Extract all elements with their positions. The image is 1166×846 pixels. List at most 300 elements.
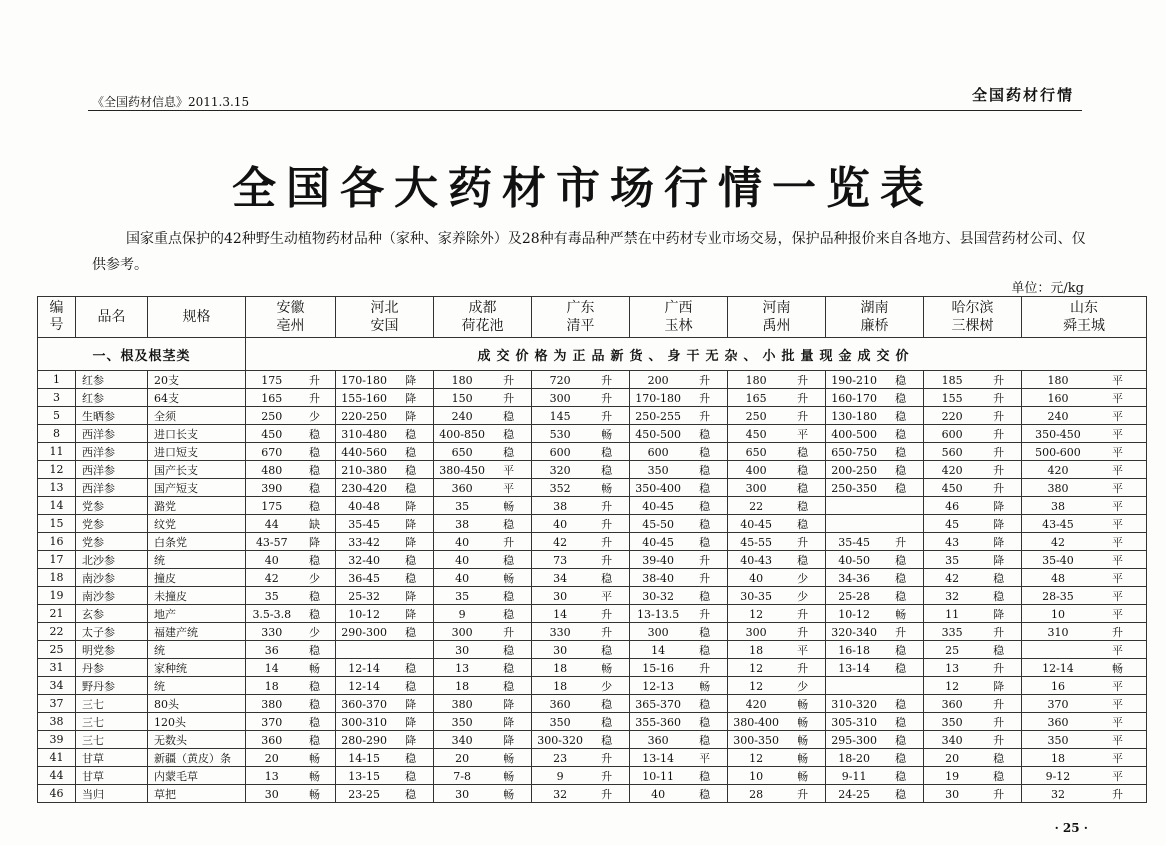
herb-name: 三七 bbox=[76, 731, 148, 749]
price-cell bbox=[434, 551, 532, 569]
price-value: 185 bbox=[941, 373, 963, 387]
table-row bbox=[38, 479, 1147, 497]
trend-value: 升 bbox=[699, 553, 711, 567]
price-value: 370 bbox=[261, 715, 283, 729]
price-cell bbox=[1022, 533, 1147, 551]
herb-spec: 国产短支 bbox=[148, 479, 246, 497]
herb-spec: 120头 bbox=[148, 713, 246, 731]
price-cell bbox=[826, 461, 924, 479]
section-row bbox=[38, 338, 1147, 371]
price-cell bbox=[630, 605, 728, 623]
price-value: 380 bbox=[261, 697, 283, 711]
price-value: 38 bbox=[455, 517, 470, 531]
trend-value: 升 bbox=[503, 391, 515, 405]
price-value: 32 bbox=[553, 787, 568, 801]
table-row bbox=[38, 407, 1147, 425]
price-cell bbox=[728, 605, 826, 623]
price-cell bbox=[630, 551, 728, 569]
trend-value: 平 bbox=[1111, 607, 1123, 621]
trend-value: 稳 bbox=[699, 535, 711, 549]
price-cell bbox=[1022, 389, 1147, 407]
price-value: 650 bbox=[451, 445, 473, 459]
trend-value: 降 bbox=[405, 733, 417, 747]
price-value: 9 bbox=[556, 769, 564, 783]
row-number: 5 bbox=[38, 407, 76, 425]
price-value: 170-180 bbox=[341, 373, 387, 387]
price-cell bbox=[1022, 713, 1147, 731]
intro-paragraph: 国家重点保护的42种野生动植物药材品种（家种、家养除外）及28种有毒品种严禁在中药材专业市场交易，保护品种报价来自各地方、县国营药材公司、仅供参考。 bbox=[92, 231, 1086, 273]
col-header-market: 广西 玉林 bbox=[630, 297, 728, 338]
price-value: 10 bbox=[1050, 607, 1065, 621]
trend-value: 畅 bbox=[309, 751, 321, 765]
trend-value: 少 bbox=[601, 679, 613, 693]
price-cell bbox=[728, 695, 826, 713]
trend-value: 稳 bbox=[503, 661, 515, 675]
price-value: 12-14 bbox=[1042, 661, 1074, 675]
price-cell bbox=[532, 407, 630, 425]
price-cell bbox=[630, 443, 728, 461]
trend-value: 降 bbox=[993, 607, 1005, 621]
price-value: 350 bbox=[451, 715, 473, 729]
price-cell bbox=[924, 515, 1022, 533]
price-value: 30-32 bbox=[642, 589, 674, 603]
price-cell bbox=[924, 497, 1022, 515]
price-value: 40 bbox=[455, 553, 470, 567]
price-value: 40 bbox=[455, 571, 470, 585]
herb-name: 西洋参 bbox=[76, 479, 148, 497]
price-value: 12-14 bbox=[348, 661, 380, 675]
price-value: 35 bbox=[455, 589, 470, 603]
herb-spec: 80头 bbox=[148, 695, 246, 713]
row-number: 17 bbox=[38, 551, 76, 569]
price-value: 165 bbox=[261, 391, 283, 405]
herb-spec: 20支 bbox=[148, 371, 246, 389]
price-value: 15-16 bbox=[642, 661, 674, 675]
col-header-name: 品名 bbox=[76, 297, 148, 338]
price-cell bbox=[630, 677, 728, 695]
price-cell bbox=[246, 569, 336, 587]
trend-value: 平 bbox=[1111, 391, 1123, 405]
price-cell bbox=[630, 641, 728, 659]
price-cell bbox=[826, 677, 924, 695]
price-value: 14 bbox=[651, 643, 666, 657]
price-cell bbox=[826, 479, 924, 497]
trend-value: 畅 bbox=[601, 427, 613, 441]
price-value: 12 bbox=[749, 679, 764, 693]
trend-value: 稳 bbox=[503, 427, 515, 441]
trend-value: 畅 bbox=[699, 679, 711, 693]
trend-value: 稳 bbox=[601, 697, 613, 711]
journal-source: 《全国药材信息》2011.3.15 bbox=[92, 95, 250, 109]
price-cell bbox=[1022, 443, 1147, 461]
price-cell bbox=[924, 695, 1022, 713]
price-cell bbox=[630, 569, 728, 587]
table-row bbox=[38, 659, 1147, 677]
price-cell bbox=[336, 641, 434, 659]
price-cell bbox=[1022, 641, 1147, 659]
price-cell bbox=[246, 785, 336, 803]
trend-value: 畅 bbox=[797, 751, 809, 765]
trend-value: 稳 bbox=[503, 643, 515, 657]
price-value: 175 bbox=[261, 499, 283, 513]
price-cell bbox=[1022, 371, 1147, 389]
price-cell bbox=[924, 767, 1022, 785]
page-number: · 25 · bbox=[1054, 821, 1088, 835]
price-value: 155-160 bbox=[341, 391, 387, 405]
price-value: 35 bbox=[264, 589, 279, 603]
price-value: 600 bbox=[647, 445, 669, 459]
price-value: 32 bbox=[945, 589, 960, 603]
price-cell bbox=[728, 785, 826, 803]
table-row bbox=[38, 605, 1147, 623]
trend-value: 降 bbox=[503, 697, 515, 711]
trend-value: 稳 bbox=[503, 679, 515, 693]
price-cell bbox=[826, 371, 924, 389]
price-cell bbox=[532, 425, 630, 443]
price-cell bbox=[246, 461, 336, 479]
trend-value: 平 bbox=[1111, 553, 1123, 567]
trend-value: 稳 bbox=[895, 571, 907, 585]
herb-name: 明党参 bbox=[76, 641, 148, 659]
trend-value: 平 bbox=[1111, 409, 1123, 423]
trend-value: 平 bbox=[1111, 427, 1123, 441]
price-value: 43-45 bbox=[1042, 517, 1074, 531]
price-cell bbox=[1022, 425, 1147, 443]
trend-value: 稳 bbox=[503, 445, 515, 459]
price-cell bbox=[1022, 695, 1147, 713]
price-cell bbox=[826, 695, 924, 713]
trend-value: 降 bbox=[405, 409, 417, 423]
trend-value: 畅 bbox=[309, 769, 321, 783]
price-cell bbox=[728, 677, 826, 695]
price-cell bbox=[246, 497, 336, 515]
trend-value: 升 bbox=[797, 661, 809, 675]
price-cell bbox=[924, 677, 1022, 695]
trend-value: 稳 bbox=[895, 373, 907, 387]
price-value: 28-35 bbox=[1042, 589, 1074, 603]
table-row bbox=[38, 767, 1147, 785]
price-value: 10-11 bbox=[642, 769, 674, 783]
price-cell bbox=[630, 533, 728, 551]
trend-value: 降 bbox=[993, 535, 1005, 549]
trend-value: 稳 bbox=[405, 625, 417, 639]
herb-name: 西洋参 bbox=[76, 443, 148, 461]
price-value: 14 bbox=[553, 607, 568, 621]
price-cell bbox=[532, 479, 630, 497]
trend-value: 稳 bbox=[309, 589, 321, 603]
price-value: 200-250 bbox=[831, 463, 877, 477]
trend-value: 平 bbox=[1111, 445, 1123, 459]
price-cell bbox=[728, 443, 826, 461]
price-value: 30 bbox=[945, 787, 960, 801]
price-cell bbox=[246, 533, 336, 551]
price-value: 40-50 bbox=[838, 553, 870, 567]
price-cell bbox=[246, 623, 336, 641]
price-value: 305-310 bbox=[831, 715, 877, 729]
trend-value: 少 bbox=[797, 679, 809, 693]
price-value: 36 bbox=[264, 643, 279, 657]
price-value: 720 bbox=[549, 373, 571, 387]
price-value: 23-25 bbox=[348, 787, 380, 801]
price-value: 40 bbox=[553, 517, 568, 531]
trend-value: 稳 bbox=[895, 553, 907, 567]
price-cell bbox=[532, 767, 630, 785]
trend-value: 畅 bbox=[309, 787, 321, 801]
price-value: 11 bbox=[945, 607, 960, 621]
price-cell bbox=[1022, 461, 1147, 479]
price-value: 13-14 bbox=[838, 661, 870, 675]
price-cell bbox=[434, 605, 532, 623]
price-cell bbox=[434, 677, 532, 695]
price-cell bbox=[630, 587, 728, 605]
trend-value: 稳 bbox=[699, 445, 711, 459]
trend-value: 升 bbox=[601, 517, 613, 531]
price-cell bbox=[924, 641, 1022, 659]
price-value: 175 bbox=[261, 373, 283, 387]
price-cell bbox=[336, 785, 434, 803]
trend-value: 稳 bbox=[797, 517, 809, 531]
price-value: 200 bbox=[647, 373, 669, 387]
price-value: 42 bbox=[945, 571, 960, 585]
price-value: 310-320 bbox=[831, 697, 877, 711]
price-cell bbox=[434, 407, 532, 425]
herb-name: 党参 bbox=[76, 497, 148, 515]
row-number: 12 bbox=[38, 461, 76, 479]
herb-name: 南沙参 bbox=[76, 569, 148, 587]
price-cell bbox=[246, 767, 336, 785]
herb-name: 太子参 bbox=[76, 623, 148, 641]
price-value: 420 bbox=[745, 697, 767, 711]
herb-spec: 新疆（黄皮）条 bbox=[148, 749, 246, 767]
price-cell bbox=[728, 713, 826, 731]
price-value: 220-250 bbox=[341, 409, 387, 423]
price-cell bbox=[434, 587, 532, 605]
trend-value: 升 bbox=[699, 373, 711, 387]
price-cell bbox=[532, 443, 630, 461]
price-value: 420 bbox=[1047, 463, 1069, 477]
price-cell bbox=[924, 443, 1022, 461]
col-header-market: 河南 禹州 bbox=[728, 297, 826, 338]
price-cell bbox=[630, 425, 728, 443]
col-header-market: 安徽 亳州 bbox=[246, 297, 336, 338]
price-value: 34 bbox=[553, 571, 568, 585]
trend-value: 稳 bbox=[895, 445, 907, 459]
herb-name: 甘草 bbox=[76, 767, 148, 785]
price-value: 300 bbox=[451, 625, 473, 639]
price-cell bbox=[336, 425, 434, 443]
trend-value: 升 bbox=[797, 535, 809, 549]
row-number: 8 bbox=[38, 425, 76, 443]
price-cell bbox=[630, 479, 728, 497]
table-row bbox=[38, 587, 1147, 605]
trend-value: 升 bbox=[699, 409, 711, 423]
price-value: 39-40 bbox=[642, 553, 674, 567]
price-value: 42 bbox=[1050, 535, 1065, 549]
price-cell bbox=[924, 569, 1022, 587]
trend-value: 平 bbox=[1111, 571, 1123, 585]
price-cell bbox=[1022, 587, 1147, 605]
row-number: 31 bbox=[38, 659, 76, 677]
price-cell bbox=[336, 515, 434, 533]
trend-value: 升 bbox=[993, 697, 1005, 711]
price-cell bbox=[630, 659, 728, 677]
price-cell bbox=[246, 587, 336, 605]
price-cell bbox=[924, 425, 1022, 443]
price-cell bbox=[246, 389, 336, 407]
price-cell bbox=[1022, 749, 1147, 767]
price-cell bbox=[728, 461, 826, 479]
trend-value: 升 bbox=[797, 625, 809, 639]
price-cell bbox=[826, 389, 924, 407]
herb-name: 党参 bbox=[76, 533, 148, 551]
trend-value: 稳 bbox=[797, 499, 809, 513]
trend-value: 降 bbox=[503, 715, 515, 729]
price-cell bbox=[630, 371, 728, 389]
price-cell bbox=[728, 767, 826, 785]
price-cell bbox=[336, 605, 434, 623]
row-number: 19 bbox=[38, 587, 76, 605]
price-cell bbox=[336, 713, 434, 731]
table-row bbox=[38, 641, 1147, 659]
trend-value: 稳 bbox=[993, 571, 1005, 585]
price-value: 250 bbox=[745, 409, 767, 423]
trend-value: 稳 bbox=[309, 463, 321, 477]
price-value: 300-350 bbox=[733, 733, 779, 747]
price-cell bbox=[630, 497, 728, 515]
row-number: 37 bbox=[38, 695, 76, 713]
herb-name: 西洋参 bbox=[76, 461, 148, 479]
col-header-market: 湖南 廉桥 bbox=[826, 297, 924, 338]
trend-value: 平 bbox=[1111, 589, 1123, 603]
price-cell bbox=[1022, 767, 1147, 785]
price-value: 46 bbox=[945, 499, 960, 513]
price-cell bbox=[728, 587, 826, 605]
trend-value: 升 bbox=[797, 391, 809, 405]
price-cell bbox=[532, 677, 630, 695]
price-cell bbox=[532, 731, 630, 749]
trend-value: 稳 bbox=[309, 643, 321, 657]
trend-value: 稳 bbox=[699, 427, 711, 441]
price-cell bbox=[434, 371, 532, 389]
price-value: 400-850 bbox=[439, 427, 485, 441]
price-cell bbox=[532, 659, 630, 677]
price-cell bbox=[728, 641, 826, 659]
price-value: 300-310 bbox=[341, 715, 387, 729]
price-cell bbox=[728, 371, 826, 389]
price-value: 450 bbox=[261, 427, 283, 441]
trend-value: 升 bbox=[601, 535, 613, 549]
price-value: 355-360 bbox=[635, 715, 681, 729]
price-value: 160-170 bbox=[831, 391, 877, 405]
col-header-no: 编号 bbox=[38, 297, 76, 338]
trend-value: 升 bbox=[699, 571, 711, 585]
price-cell bbox=[246, 443, 336, 461]
price-cell bbox=[826, 623, 924, 641]
trend-value: 稳 bbox=[503, 517, 515, 531]
price-value: 22 bbox=[749, 499, 764, 513]
price-cell bbox=[826, 497, 924, 515]
row-number: 34 bbox=[38, 677, 76, 695]
trend-value: 畅 bbox=[601, 481, 613, 495]
trend-value: 平 bbox=[1111, 535, 1123, 549]
price-value: 20 bbox=[264, 751, 279, 765]
price-value: 12 bbox=[749, 607, 764, 621]
herb-name: 南沙参 bbox=[76, 587, 148, 605]
price-cell bbox=[728, 515, 826, 533]
price-value: 18 bbox=[1050, 751, 1065, 765]
price-cell bbox=[630, 389, 728, 407]
price-value: 290-300 bbox=[341, 625, 387, 639]
trend-value: 稳 bbox=[503, 607, 515, 621]
price-cell bbox=[434, 695, 532, 713]
price-cell bbox=[826, 407, 924, 425]
price-value: 340 bbox=[451, 733, 473, 747]
row-number: 15 bbox=[38, 515, 76, 533]
price-value: 220 bbox=[941, 409, 963, 423]
price-value: 32 bbox=[1050, 787, 1065, 801]
trend-value: 稳 bbox=[699, 517, 711, 531]
price-cell bbox=[532, 641, 630, 659]
price-cell bbox=[434, 443, 532, 461]
trend-value: 升 bbox=[601, 751, 613, 765]
trend-value: 降 bbox=[405, 697, 417, 711]
price-cell bbox=[246, 695, 336, 713]
price-value: 150 bbox=[451, 391, 473, 405]
price-value: 38 bbox=[1050, 499, 1065, 513]
price-value: 25-28 bbox=[838, 589, 870, 603]
trend-value: 平 bbox=[503, 463, 515, 477]
trend-value: 稳 bbox=[895, 463, 907, 477]
price-cell bbox=[728, 749, 826, 767]
price-value: 43-57 bbox=[255, 535, 288, 549]
trend-value: 稳 bbox=[405, 787, 417, 801]
price-cell bbox=[336, 443, 434, 461]
trend-value: 升 bbox=[993, 445, 1005, 459]
trend-value: 稳 bbox=[895, 481, 907, 495]
trend-value: 少 bbox=[309, 625, 321, 639]
price-cell bbox=[434, 515, 532, 533]
herb-name: 红参 bbox=[76, 389, 148, 407]
price-value: 380 bbox=[451, 697, 473, 711]
price-cell bbox=[630, 731, 728, 749]
trend-value: 降 bbox=[405, 499, 417, 513]
price-value: 560 bbox=[941, 445, 963, 459]
herb-name: 野丹参 bbox=[76, 677, 148, 695]
price-value: 130-180 bbox=[831, 409, 877, 423]
price-value: 20 bbox=[455, 751, 470, 765]
trend-value: 畅 bbox=[503, 787, 515, 801]
trend-value: 升 bbox=[699, 661, 711, 675]
herb-spec: 家种统 bbox=[148, 659, 246, 677]
price-value: 38 bbox=[553, 499, 568, 513]
row-number: 39 bbox=[38, 731, 76, 749]
price-value: 40-45 bbox=[740, 517, 772, 531]
herb-spec: 进口长支 bbox=[148, 425, 246, 443]
trend-value: 稳 bbox=[895, 409, 907, 423]
price-value: 35-40 bbox=[1042, 553, 1074, 567]
trend-value: 稳 bbox=[993, 751, 1005, 765]
trend-value: 平 bbox=[503, 481, 515, 495]
price-cell bbox=[630, 407, 728, 425]
col-header-market: 河北 安国 bbox=[336, 297, 434, 338]
trend-value: 平 bbox=[797, 643, 809, 657]
price-value: 40-45 bbox=[642, 535, 674, 549]
price-value: 240 bbox=[451, 409, 473, 423]
trend-value: 稳 bbox=[993, 769, 1005, 783]
price-cell bbox=[924, 461, 1022, 479]
trend-value: 稳 bbox=[797, 553, 809, 567]
price-value: 30 bbox=[455, 787, 470, 801]
